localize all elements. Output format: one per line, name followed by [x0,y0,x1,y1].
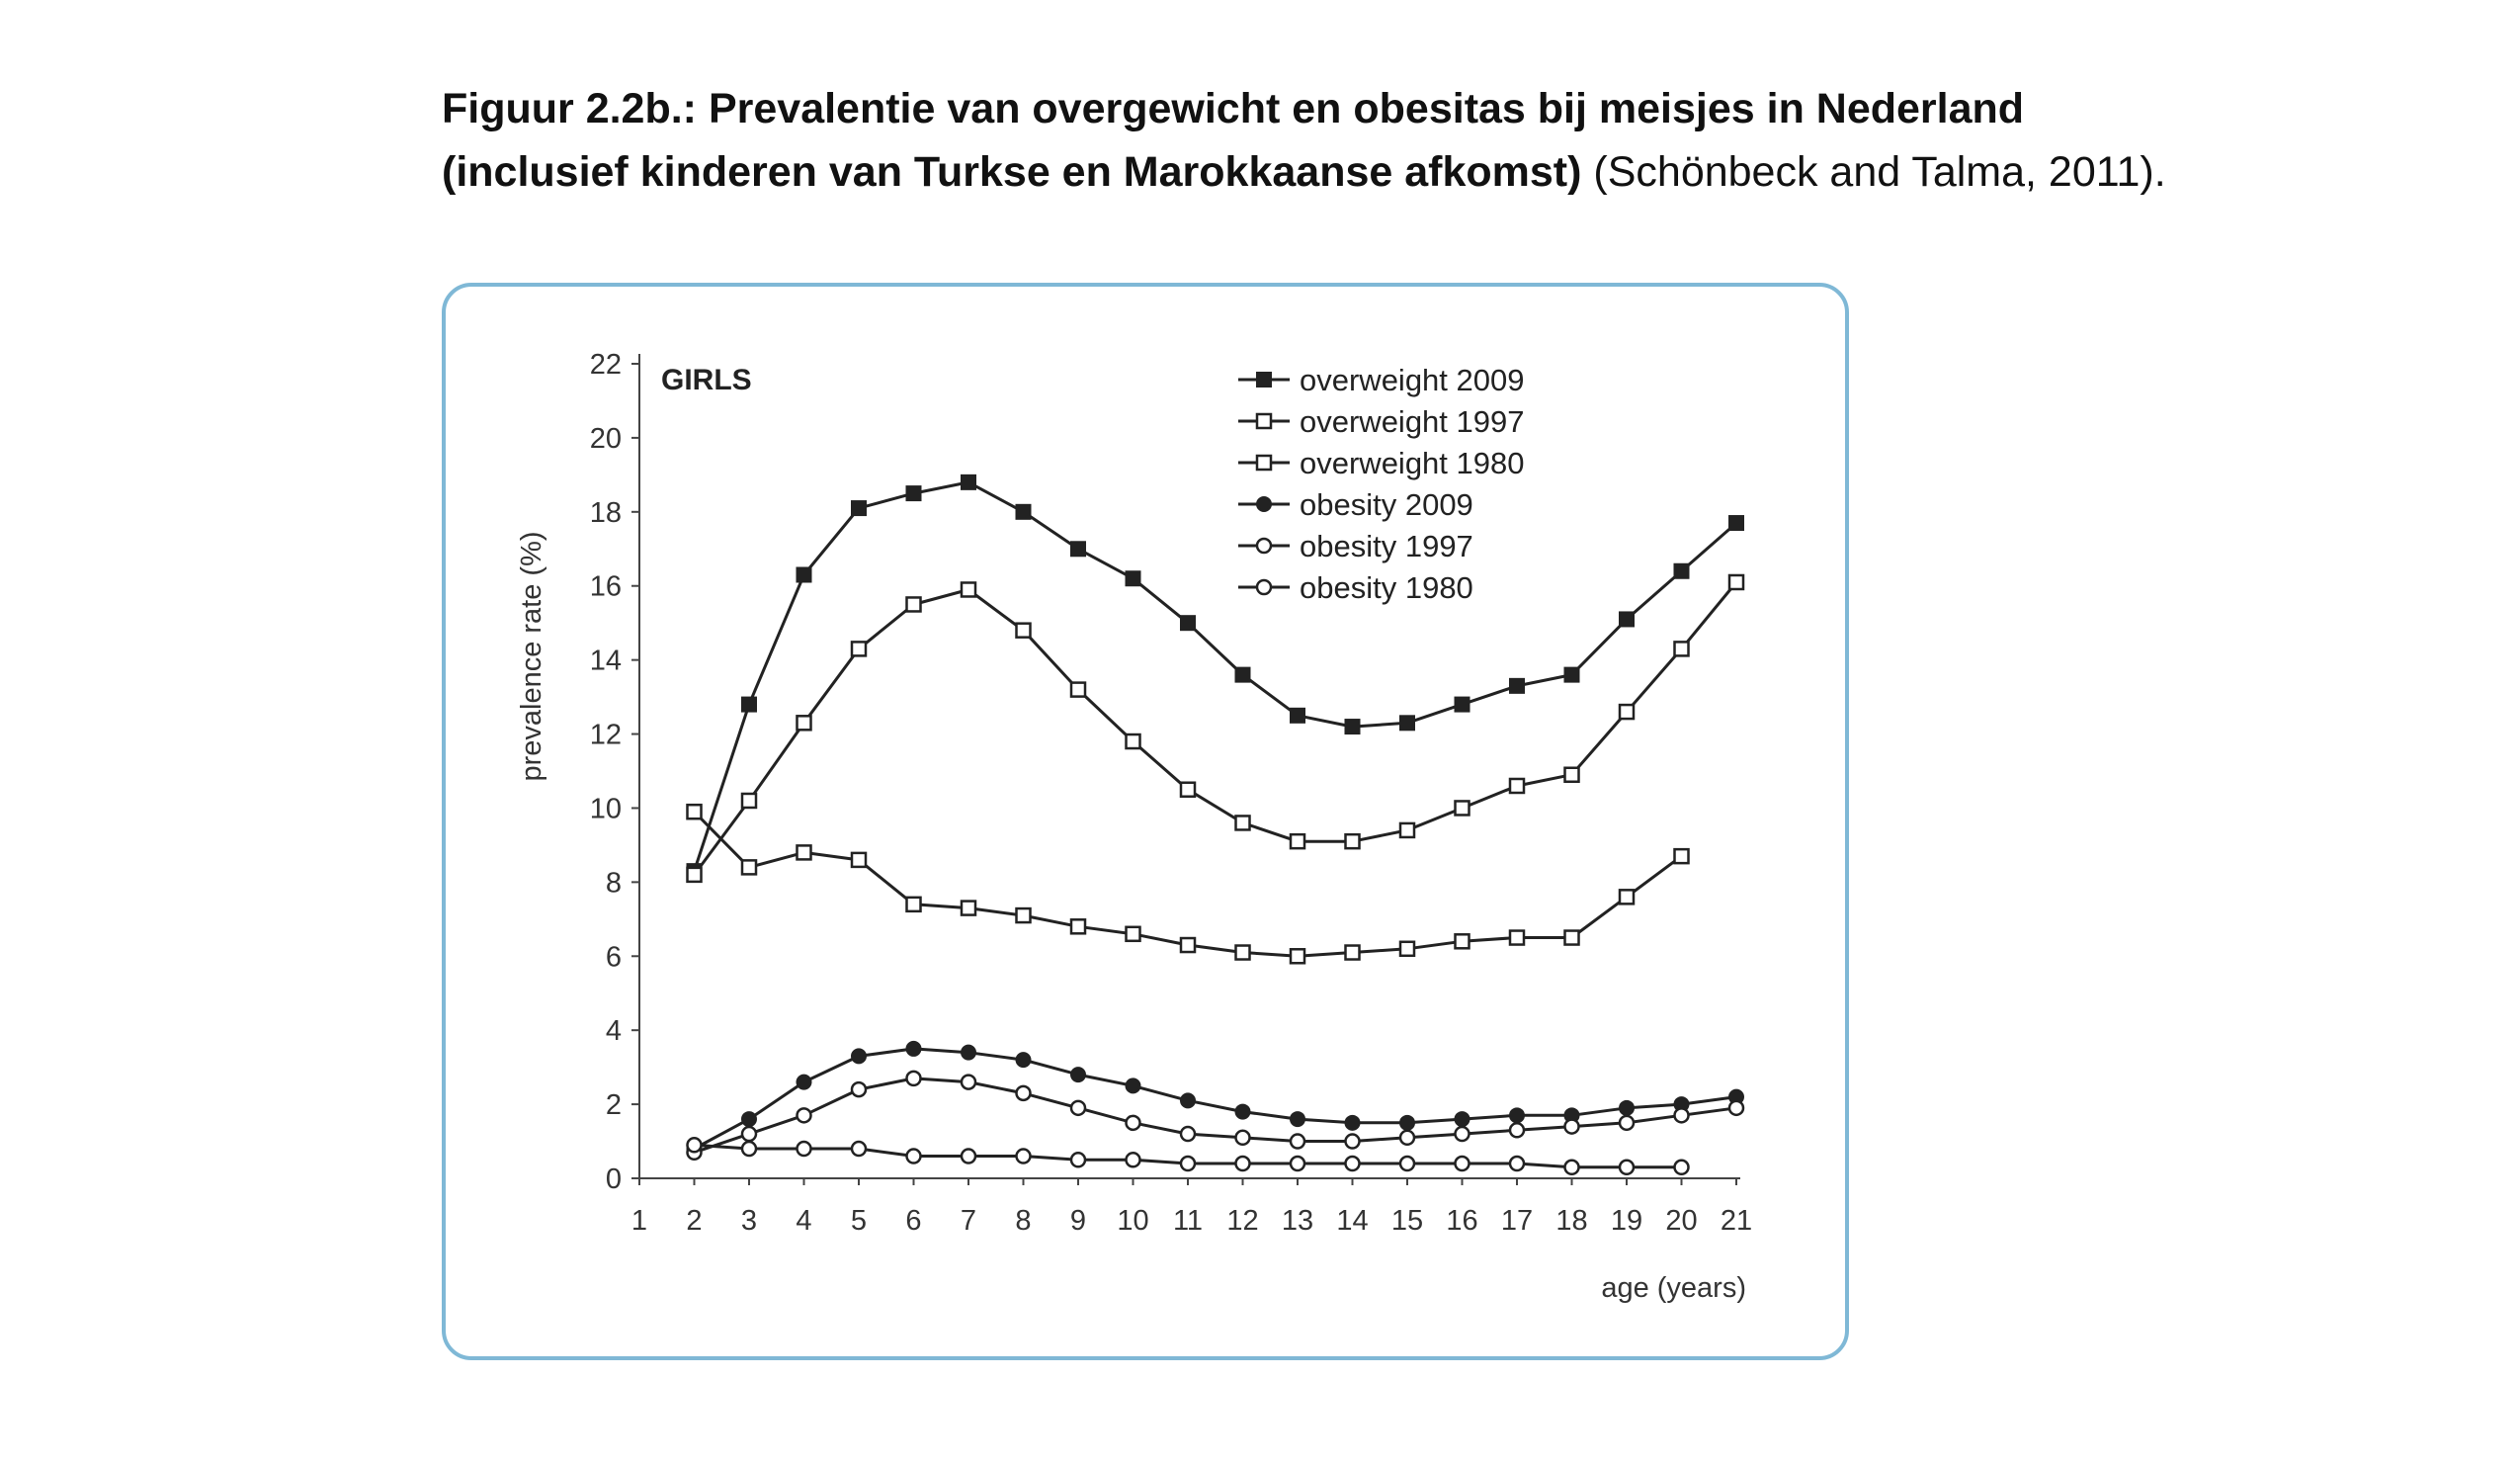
legend-label: overweight 1980 [1300,446,1525,480]
data-point-overweight-2009 [907,486,921,500]
data-point-overweight-1980 [798,845,811,859]
x-tick-label: 20 [1665,1205,1698,1237]
data-point-obesity-1997 [852,1082,866,1096]
data-point-overweight-1980 [742,860,756,874]
series-line-overweight-1980 [695,812,1682,956]
legend-entry-overweight-2009 [1238,363,1525,397]
x-tick-label: 3 [740,1205,758,1237]
data-point-overweight-1997 [1675,642,1689,655]
data-point-overweight-1997 [1181,783,1195,797]
series-line-overweight-1997 [695,582,1737,875]
data-point-overweight-1980 [1346,946,1360,960]
legend-entry-obesity-2009 [1238,487,1473,522]
legend-marker [1257,373,1271,387]
legend-entry-overweight-1997 [1238,404,1525,439]
data-point-overweight-1980 [1127,927,1140,941]
data-point-obesity-1997 [1675,1108,1689,1122]
data-point-overweight-1980 [1565,931,1579,945]
data-point-overweight-2009 [1565,668,1579,682]
data-point-obesity-1980 [852,1142,866,1156]
figure-caption [442,77,2319,204]
data-point-overweight-2009 [962,475,975,489]
data-point-obesity-2009 [1181,1093,1195,1107]
y-tick-label: 20 [589,422,622,455]
chart-axes [590,349,1752,1237]
data-point-overweight-1997 [1346,834,1360,848]
x-tick-label: 19 [1610,1205,1643,1237]
data-point-obesity-2009 [907,1042,921,1056]
x-axis-label: age (years) [1601,1272,1746,1304]
series-overweight-1997 [688,575,1744,882]
data-point-overweight-1980 [962,902,975,915]
data-point-obesity-1980 [1017,1150,1031,1163]
series-line-overweight-2009 [695,482,1737,871]
x-tick-label: 18 [1555,1205,1588,1237]
caption-title-line1: Figuur 2.2b.: Prevalentie van overgewicht en obesitas bij meisjes in Nederland [442,85,2025,132]
caption-title-line2: (inclusief kinderen van Turkse en Marokkaanse afkomst) [442,148,1582,196]
y-tick-label: 10 [589,793,622,825]
data-point-obesity-1980 [1181,1157,1195,1170]
data-point-overweight-1997 [1729,575,1743,589]
legend-label: overweight 1997 [1300,404,1525,439]
data-point-overweight-1997 [1565,768,1579,782]
legend-entry-obesity-1997 [1238,529,1473,563]
data-point-overweight-2009 [1181,616,1195,630]
legend-label: obesity 1980 [1300,570,1473,605]
legend-entry-overweight-1980 [1238,446,1525,480]
data-point-overweight-2009 [798,567,811,581]
legend-marker [1257,414,1271,428]
data-point-obesity-2009 [962,1046,975,1060]
chart-legend [1238,363,1525,605]
data-point-overweight-1997 [688,868,702,882]
data-point-overweight-1997 [1510,779,1524,793]
data-point-obesity-1997 [1400,1131,1414,1145]
legend-label: obesity 1997 [1300,529,1473,563]
data-point-obesity-2009 [852,1049,866,1063]
chart-series-layer [688,475,1744,1174]
data-point-overweight-1997 [798,716,811,730]
data-point-obesity-1997 [1127,1116,1140,1130]
x-tick-label: 13 [1281,1205,1314,1237]
data-point-obesity-1997 [1236,1131,1250,1145]
data-point-obesity-1997 [1620,1116,1634,1130]
data-point-overweight-2009 [1620,612,1634,626]
x-tick-label: 2 [686,1205,703,1237]
series-overweight-1980 [688,805,1689,963]
data-point-obesity-2009 [1071,1068,1085,1081]
data-point-overweight-1980 [1291,949,1304,963]
data-point-overweight-1980 [1017,908,1031,922]
series-obesity-1980 [688,1138,1689,1173]
data-point-obesity-1980 [1565,1161,1579,1174]
caption-citation: (Schönbeck and Talma, 2011). [1581,148,2166,196]
chart-title: GIRLS [661,364,752,396]
data-point-overweight-1980 [1071,919,1085,933]
data-point-obesity-2009 [1510,1108,1524,1122]
data-point-overweight-1997 [1291,834,1304,848]
data-point-overweight-1997 [1236,816,1250,829]
data-point-overweight-1997 [1456,801,1470,815]
data-point-overweight-2009 [1729,516,1743,530]
data-point-obesity-2009 [1017,1053,1031,1067]
data-point-overweight-1997 [1127,734,1140,748]
data-point-overweight-2009 [1017,505,1031,519]
data-point-overweight-2009 [742,698,756,712]
data-point-overweight-2009 [1456,698,1470,712]
legend-label: obesity 2009 [1300,487,1473,522]
legend-marker [1257,580,1271,594]
y-tick-label: 8 [605,867,622,900]
data-point-overweight-1997 [1071,683,1085,697]
data-point-overweight-1980 [1620,890,1634,904]
data-point-overweight-2009 [1291,709,1304,723]
data-point-overweight-1980 [1510,931,1524,945]
data-point-obesity-1980 [1675,1161,1689,1174]
data-point-obesity-1997 [1017,1086,1031,1100]
y-tick-label: 16 [589,570,622,603]
x-tick-label: 8 [1015,1205,1032,1237]
series-line-obesity-2009 [695,1049,1737,1149]
data-point-obesity-2009 [742,1112,756,1126]
data-point-obesity-2009 [1236,1105,1250,1119]
data-point-overweight-2009 [1127,571,1140,585]
data-point-overweight-2009 [852,501,866,515]
data-point-obesity-2009 [1620,1101,1634,1115]
y-tick-label: 4 [605,1015,622,1048]
x-tick-label: 14 [1336,1205,1369,1237]
legend-entry-obesity-1980 [1238,570,1473,605]
data-point-obesity-1980 [742,1142,756,1156]
data-point-overweight-2009 [1400,716,1414,730]
data-point-overweight-1997 [852,642,866,655]
y-tick-label: 0 [605,1163,622,1195]
data-point-obesity-1997 [1291,1135,1304,1149]
data-point-overweight-2009 [1236,668,1250,682]
x-tick-label: 15 [1390,1205,1424,1237]
x-tick-label: 7 [960,1205,977,1237]
legend-marker [1257,539,1271,553]
data-point-obesity-1997 [1729,1101,1743,1115]
data-point-obesity-1997 [1181,1127,1195,1141]
data-point-overweight-1980 [852,853,866,867]
data-point-overweight-1980 [1456,934,1470,948]
data-point-obesity-1980 [1071,1153,1085,1166]
data-point-overweight-1980 [1181,938,1195,952]
data-point-obesity-2009 [1456,1112,1470,1126]
series-overweight-2009 [688,475,1744,878]
y-tick-label: 14 [589,645,622,677]
data-point-overweight-1980 [1236,946,1250,960]
x-tick-label: 4 [796,1205,812,1237]
y-tick-label: 2 [605,1089,622,1122]
data-point-obesity-1980 [907,1150,921,1163]
y-axis-label: prevalence rate (%) [516,531,547,782]
x-tick-label: 1 [630,1205,648,1237]
data-point-overweight-1980 [688,805,702,819]
y-tick-label: 6 [605,941,622,974]
data-point-obesity-1997 [798,1108,811,1122]
data-point-obesity-1997 [962,1076,975,1089]
series-obesity-2009 [688,1042,1744,1156]
data-point-obesity-2009 [1127,1078,1140,1092]
data-point-overweight-1997 [1017,624,1031,638]
data-point-obesity-1980 [1127,1153,1140,1166]
data-point-obesity-2009 [1291,1112,1304,1126]
x-tick-label: 9 [1069,1205,1087,1237]
data-point-overweight-2009 [1346,720,1360,733]
x-tick-label: 16 [1446,1205,1478,1237]
data-point-obesity-1997 [1071,1101,1085,1115]
data-point-obesity-1997 [1346,1135,1360,1149]
data-point-overweight-1980 [1400,942,1414,956]
data-point-obesity-1980 [1456,1157,1470,1170]
data-point-overweight-1997 [742,794,756,808]
data-point-overweight-2009 [1071,542,1085,556]
x-tick-label: 11 [1172,1205,1204,1237]
data-point-obesity-1980 [1346,1157,1360,1170]
data-point-overweight-2009 [1510,679,1524,693]
legend-marker [1257,497,1271,511]
data-point-obesity-1980 [1236,1157,1250,1170]
data-point-obesity-1980 [1291,1157,1304,1170]
data-point-overweight-1980 [907,898,921,911]
y-tick-label: 12 [589,719,622,751]
data-point-obesity-1980 [798,1142,811,1156]
data-point-overweight-1997 [907,597,921,611]
data-point-obesity-1997 [1510,1123,1524,1137]
data-point-obesity-1980 [688,1138,702,1152]
x-tick-label: 10 [1117,1205,1149,1237]
data-point-obesity-1980 [1620,1161,1634,1174]
legend-marker [1257,456,1271,470]
data-point-obesity-1980 [1510,1157,1524,1170]
y-tick-label: 18 [589,496,622,529]
data-point-obesity-2009 [798,1076,811,1089]
data-point-obesity-1980 [1400,1157,1414,1170]
data-point-overweight-1997 [1620,705,1634,719]
x-tick-label: 21 [1720,1205,1753,1237]
x-tick-label: 12 [1226,1205,1259,1237]
data-point-obesity-1997 [907,1072,921,1085]
legend-label: overweight 2009 [1300,363,1525,397]
data-point-obesity-2009 [1346,1116,1360,1130]
data-point-obesity-1980 [962,1150,975,1163]
x-tick-label: 6 [905,1205,922,1237]
data-point-overweight-1997 [962,582,975,596]
y-tick-label: 22 [589,349,622,381]
data-point-overweight-1980 [1675,849,1689,863]
data-point-obesity-2009 [1400,1116,1414,1130]
x-tick-label: 17 [1500,1205,1534,1237]
data-point-overweight-2009 [1675,564,1689,578]
data-point-obesity-1997 [1565,1120,1579,1134]
series-obesity-1997 [688,1072,1744,1160]
data-point-overweight-1997 [1400,823,1414,837]
prevalence-line-chart [442,283,1849,1360]
data-point-obesity-1997 [742,1127,756,1141]
x-tick-label: 5 [850,1205,868,1237]
data-point-obesity-1997 [1456,1127,1470,1141]
